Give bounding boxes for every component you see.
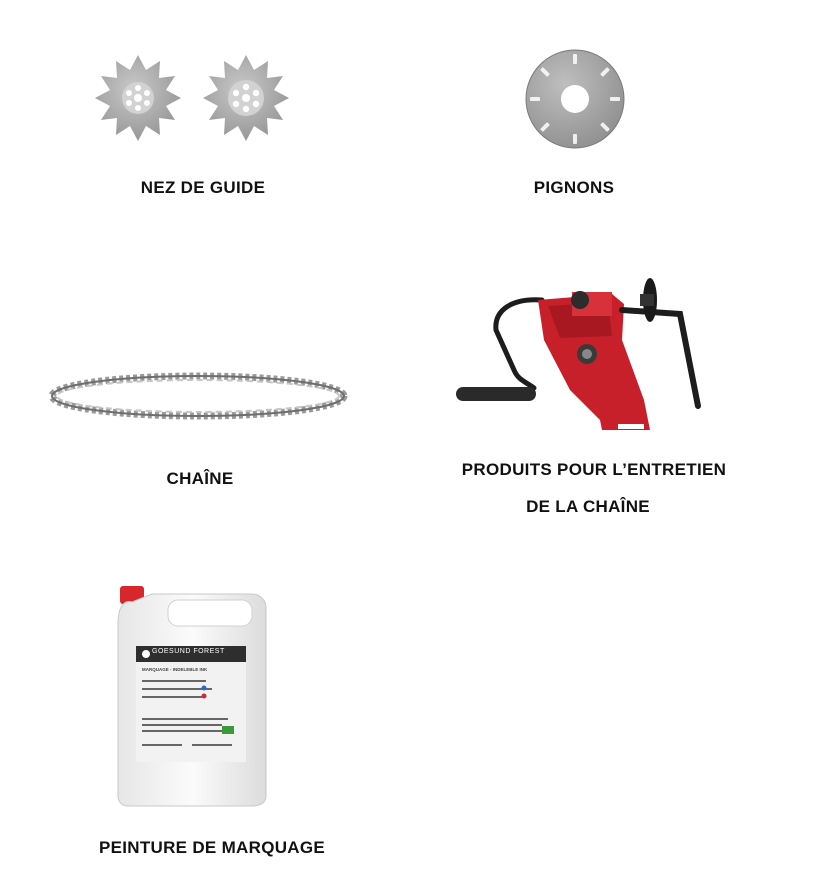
marking-paint-label: PEINTURE DE MARQUAGE xyxy=(98,838,326,857)
chain-label: CHAÎNE xyxy=(166,469,234,488)
can-line: MARQUAGE - INDELEBLE INK xyxy=(142,667,208,672)
pinion-icon xyxy=(520,44,630,154)
paint-canister-icon xyxy=(112,584,272,809)
can-brand: GOESUND FOREST xyxy=(152,648,225,655)
nose-sprocket-label: NEZ DE GUIDE xyxy=(140,178,266,197)
chain-breaker-tool-icon xyxy=(452,270,722,440)
chain-icon xyxy=(48,368,358,428)
maintenance-label-line2: DE LA CHAÎNE xyxy=(526,497,650,516)
pinions-label: PIGNONS xyxy=(533,178,615,197)
maintenance-label-line1: PRODUITS POUR L’ENTRETIEN xyxy=(461,460,727,479)
nose-sprocket-icon xyxy=(90,50,290,150)
